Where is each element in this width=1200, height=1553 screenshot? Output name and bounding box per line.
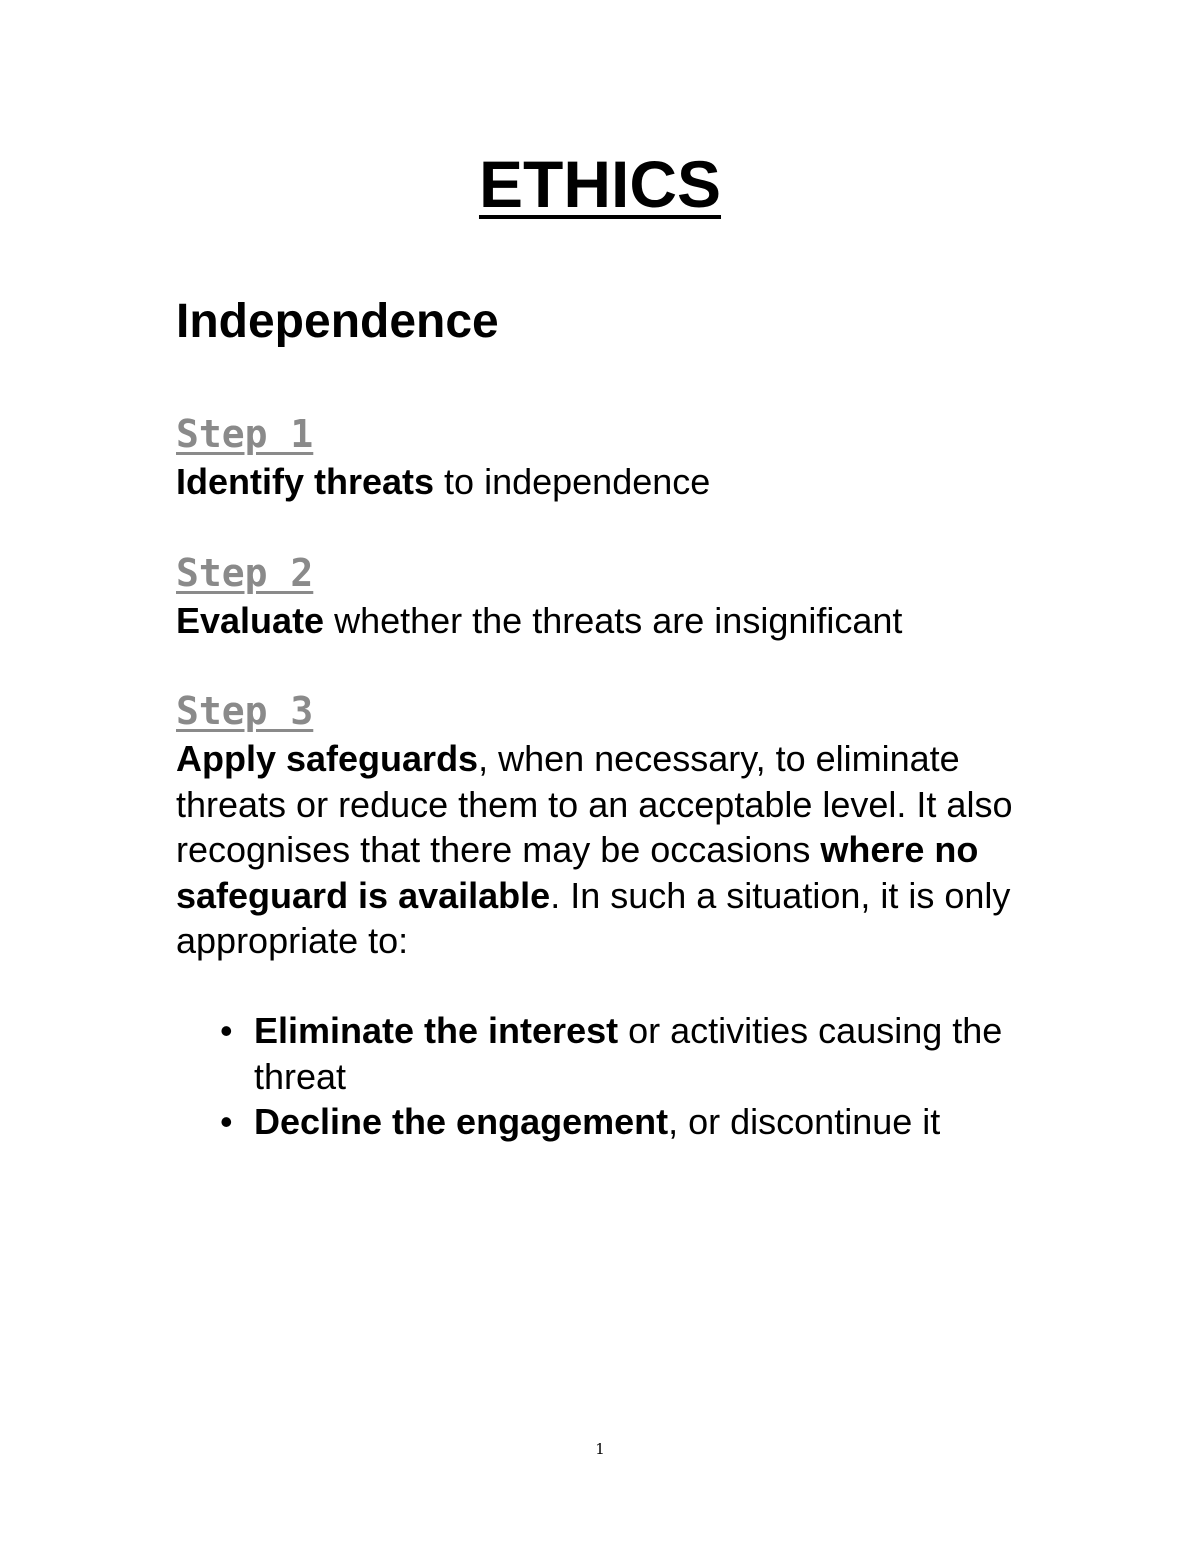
bullet-1-bold: Eliminate the interest <box>254 1010 619 1051</box>
list-item <box>176 1008 1036 1099</box>
step-2-label: Step 2 <box>176 551 314 595</box>
step-1-bold-lead: Identify threats <box>176 461 435 502</box>
page-number: 1 <box>595 1440 605 1458</box>
bullet-2-text: , or discontinue it <box>668 1101 941 1142</box>
bullet-2-bold: Decline the engagement <box>254 1101 669 1142</box>
step-1-body: to independence <box>434 461 711 502</box>
bullet-icon: • <box>220 1010 233 1051</box>
document-title: ETHICS <box>478 147 722 221</box>
step-1-text <box>176 459 1036 505</box>
safeguard-bullet-list <box>176 1008 1036 1145</box>
step-3-text <box>176 736 1036 964</box>
step-2-bold-lead: Evaluate <box>176 600 325 641</box>
bullet-1-text: or activities causing the threat <box>254 1010 1003 1097</box>
list-item <box>176 1099 1036 1145</box>
step-2-text <box>176 598 1036 644</box>
step-1-label: Step 1 <box>176 412 314 456</box>
step-3-bold-mid: where no safeguard is available <box>176 829 979 916</box>
step-3-bold-lead: Apply safeguards <box>176 738 479 779</box>
bullet-icon: • <box>220 1101 233 1142</box>
step-3-body-2: . In such a situation, it is only appropriate to: <box>176 874 1011 961</box>
section-heading: Independence <box>176 295 499 348</box>
step-3-label: Step 3 <box>176 689 314 733</box>
step-3-body-1: , when necessary, to eliminate threats or reduce them to an acceptable level. It also recognises that there may be occasions <box>176 738 1013 870</box>
step-2-body: whether the threats are insignificant <box>324 600 903 641</box>
